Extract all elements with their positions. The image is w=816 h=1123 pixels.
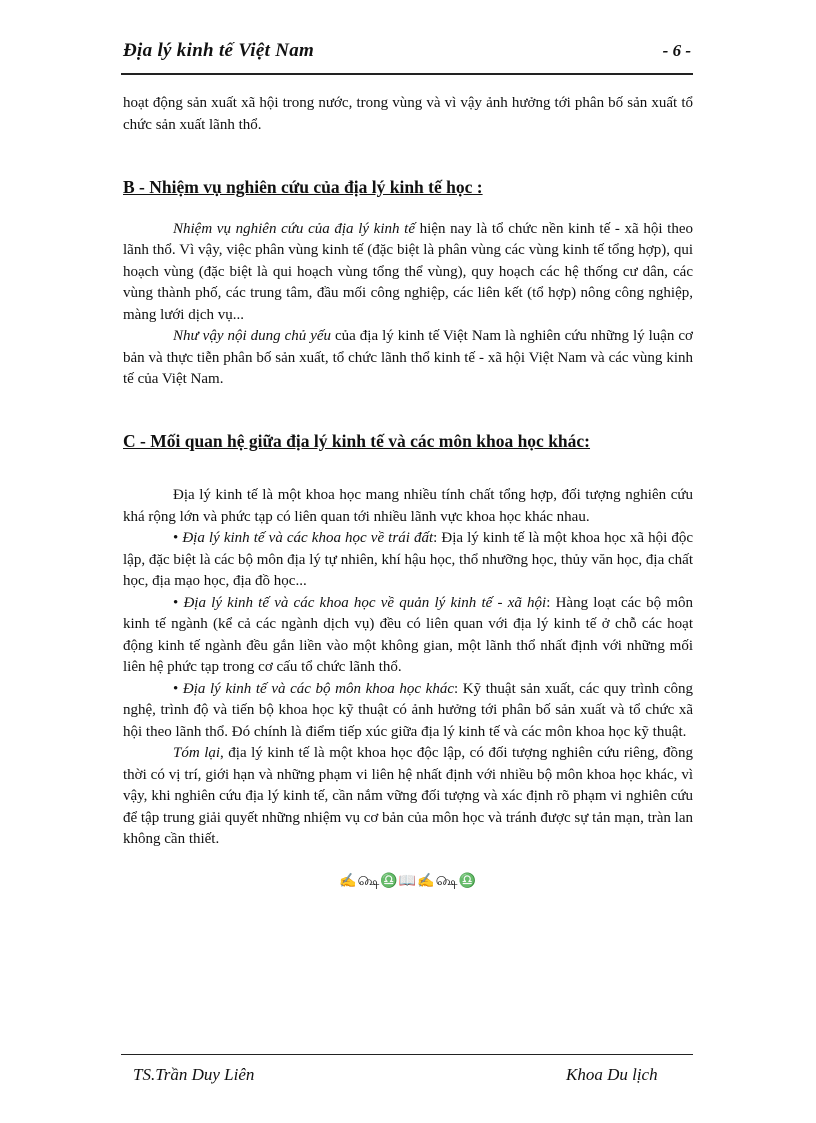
- bullet-icon: •: [173, 594, 184, 611]
- emphasis-text: Địa lý kinh tế và các khoa học về quản lý kinh tế - xã hội: [183, 594, 547, 611]
- section-b-paragraph-2: [123, 326, 693, 391]
- paragraph-text: , địa lý kinh tế là một khoa học độc lập, có đối tượng nghiên cứu riêng, đồng thời có vị trí, giới hạn và những phạm vi liên hệ nhất định với nhiều bộ môn khoa học khác, vì vậy, khi nghiên cứu địa lý kinh tế, cần nắm vững đối tượng và xác định rõ phạm vi nghiên cứu để tập trung giải quyết những nhiệm vụ cơ bản của môn học và tránh được sự tản mạn, tràn lan không cần thiết.: [123, 745, 693, 847]
- emphasis-text: Tóm lại: [173, 745, 221, 761]
- page-header: [123, 40, 693, 70]
- footer-divider: [121, 1054, 693, 1055]
- intro-paragraph: hoạt động sản xuất xã hội trong nước, trong vùng và vì vậy ảnh hưởng tới phân bố sản xuất tổ chức sản xuất lãnh thổ.: [123, 95, 693, 133]
- emphasis-text: Địa lý kinh tế và các khoa học về trái đất: [182, 530, 434, 546]
- bullet-icon: •: [173, 680, 183, 697]
- section-c-paragraph-1: Địa lý kinh tế là một khoa học mang nhiều tính chất tổng hợp, đối tượng nghiên cứu khá rộng lớn và phức tạp có liên quan tới nhiều lãnh vực khoa học khác nhau.: [123, 487, 693, 525]
- section-c-heading: C - Mối quan hệ giữa địa lý kinh tế và các môn khoa học khác:: [123, 430, 591, 451]
- page-body: [123, 93, 693, 892]
- footer-department: Khoa Du lịch: [566, 1065, 658, 1084]
- emphasis-text: Nhiệm vụ nghiên cứu của địa lý kinh tế: [173, 220, 415, 237]
- section-c-bullet-3: [123, 679, 693, 744]
- paragraph-text: : Kỹ thuật sản xuất, các quy trình công nghệ, trình độ và tiến bộ khoa học kỹ thuật có ảnh hưởng tới phân bố sản xuất và tổ chức xã hội theo lãnh thổ. Đó chính là điểm tiếp xúc giữa địa lý kinh tế và các môn khoa học kỹ thuật.: [123, 680, 693, 740]
- paragraph-text: của địa lý kinh tế Việt Nam là nghiên cứu những lý luận cơ bản và thực tiễn phân bố sản xuất, tổ chức lãnh thổ kinh tế - xã hội Việt Nam và các vùng kinh tế của Việt Nam.: [123, 328, 693, 387]
- bullet-icon: •: [173, 530, 183, 546]
- section-c-bullet-1: [123, 528, 693, 593]
- ornament-divider-icon: ✍௸♎📖✍௸♎: [339, 873, 477, 889]
- document-title: Địa lý kinh tế Việt Nam: [123, 40, 315, 61]
- section-b-heading: B - Nhiệm vụ nghiên cứu của địa lý kinh tế học :: [123, 177, 483, 197]
- emphasis-text: Địa lý kinh tế và các bộ môn khoa học khác: [182, 680, 454, 697]
- page-number: - 6 -: [662, 41, 691, 60]
- header-divider: [121, 73, 693, 75]
- paragraph-text: : Địa lý kinh tế là một khoa học xã hội độc lập, đặc biệt là các bộ môn địa lý tự nhiên, khí hậu học, thổ nhưỡng học, thủy văn học, địa chất học, địa mạo học, địa đồ học...: [123, 530, 693, 589]
- emphasis-text: Như vậy nội dung chủ yếu: [173, 328, 332, 344]
- paragraph-text: : Hàng loạt các bộ môn kinh tế ngành (kể cả các ngành dịch vụ) đều có liên quan với địa lý kinh tế ở chỗ các hoạt động kinh tế ngành đều gắn liền vào một không gian, một lãnh thổ nhất định với những mối liên hệ phức tạp trong cơ cấu tổ chức lãnh thổ.: [123, 594, 693, 675]
- section-c-conclusion: [123, 743, 693, 851]
- section-b-paragraph-1: [123, 219, 693, 327]
- footer-author: TS.Trần Duy Liên: [133, 1065, 255, 1084]
- section-c-bullet-2: [123, 593, 693, 679]
- paragraph-text: hiện nay là tổ chức nền kinh tế - xã hội theo lãnh thổ. Vì vậy, việc phân vùng kinh tế (đặc biệt là phân vùng các vùng kinh tế tổng hợp), qui hoạch vùng (đặc biệt là qui hoạch vùng tổng thể vùng), quy hoạch các hệ thống cư dân, các vùng thành phố, các trung tâm, đầu mối công nghiệp, các liên kết (tổ hợp) nông công nghiệp, màng lưới dịch vụ...: [123, 220, 693, 323]
